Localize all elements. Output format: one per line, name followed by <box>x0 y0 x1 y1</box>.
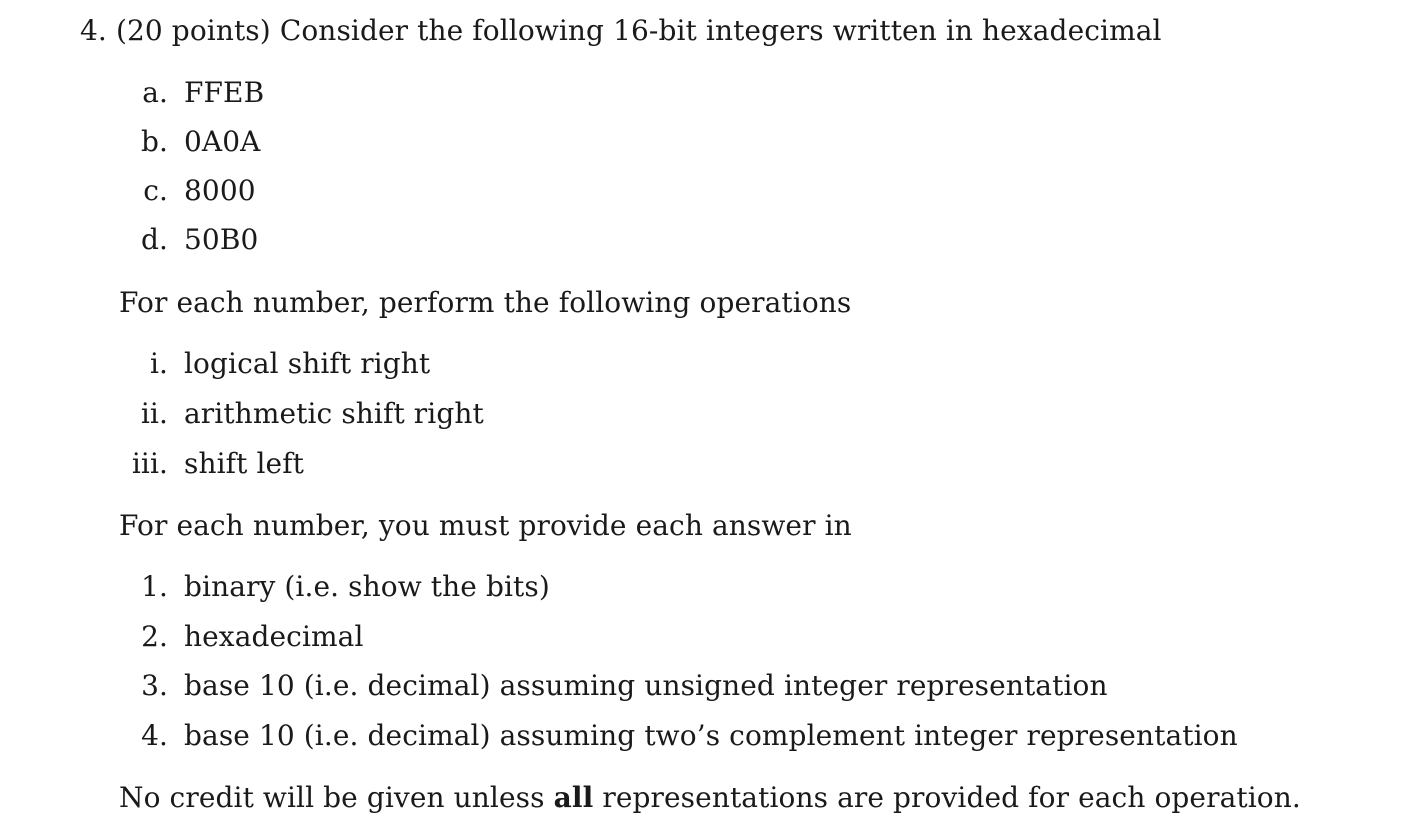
list-item-label: 4. <box>141 719 168 752</box>
list-item-text: binary (i.e. show the bits) <box>184 570 550 603</box>
question-header <box>80 14 1162 48</box>
list-item-label: 2. <box>141 620 168 653</box>
operations-intro: For each number, perform the following operations <box>119 286 852 319</box>
list-item-value: 8000 <box>184 174 256 207</box>
list-item-label: 3. <box>141 669 168 702</box>
question-prompt: Consider the following 16-bit integers written in hexadecimal <box>279 14 1162 47</box>
footer-text-before: No credit will be given unless <box>119 781 545 814</box>
list-item-text: base 10 (i.e. decimal) assuming two’s complement integer representation <box>184 719 1238 752</box>
footer-text-after: representations are provided for each operation. <box>602 781 1301 814</box>
list-item-label: ii. <box>140 397 168 430</box>
question-number: 4. <box>80 14 107 47</box>
list-item-text: logical shift right <box>184 347 431 380</box>
list-item-text: arithmetic shift right <box>184 397 484 430</box>
list-item-text: hexadecimal <box>184 620 364 653</box>
list-item-label: c. <box>143 174 168 207</box>
footer-note <box>119 781 1301 815</box>
list-item-value: 50B0 <box>184 223 259 256</box>
question-points: (20 points) <box>115 14 271 47</box>
list-item-value: 0A0A <box>184 125 261 158</box>
list-item-label: 1. <box>141 570 168 603</box>
list-item-label: iii. <box>131 447 168 480</box>
list-item-label: b. <box>140 125 168 158</box>
list-item-text: base 10 (i.e. decimal) assuming unsigned integer representation <box>184 669 1108 702</box>
list-item-label: d. <box>140 223 168 256</box>
list-item-text: shift left <box>184 447 305 480</box>
list-item-value: FFEB <box>184 76 265 109</box>
footer-text-bold: all <box>553 781 594 814</box>
answers-intro: For each number, you must provide each answer in <box>119 509 852 542</box>
list-item-label: a. <box>142 76 168 109</box>
list-item-label: i. <box>149 347 168 380</box>
